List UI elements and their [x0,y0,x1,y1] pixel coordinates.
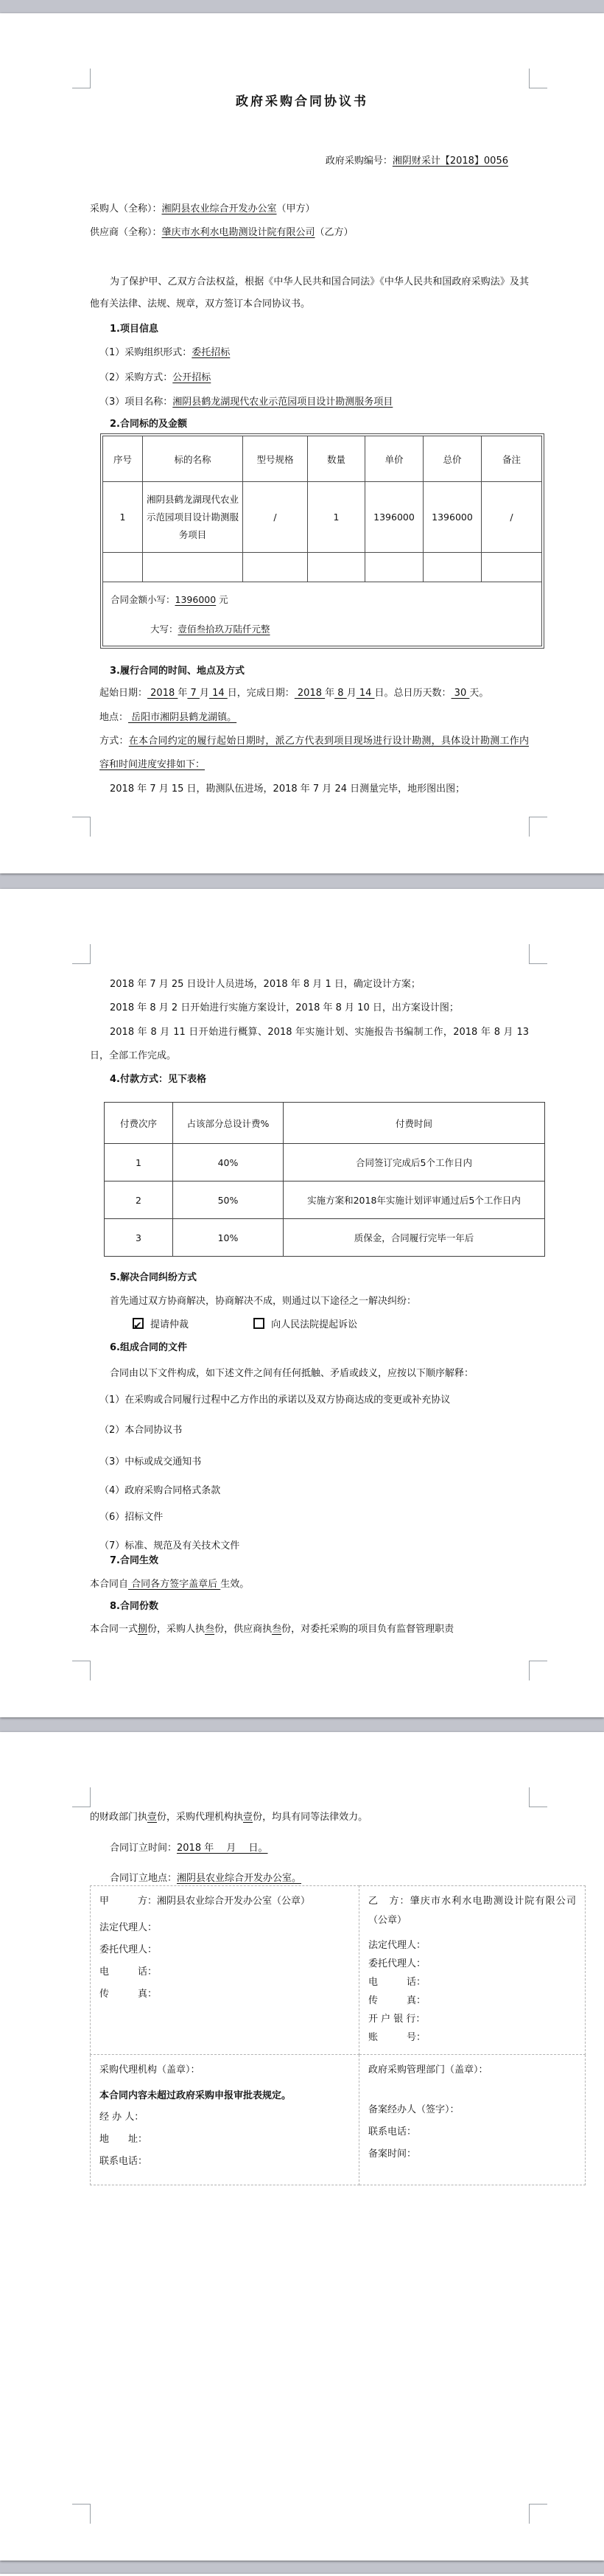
margin-mark-bottom-left [72,1661,91,1680]
text-run: 叁 [205,1624,215,1635]
text-run: 合同订立时间： [110,1843,178,1854]
sig-line: 备案时间： [368,2149,417,2160]
table-header-cell: 标的名称 [143,436,243,482]
payment-row [105,1219,545,1257]
text-run: 合同金额小写： [110,594,175,605]
sig-line: 电 话： [368,1977,426,1988]
text-run: 公开招标 [172,372,211,383]
margin-mark-bottom-left [72,2504,91,2524]
sig-line: 备案经办人（签字）： [368,2104,460,2115]
section-3-heading: 3.履行合同的时间、地点及方式 [110,666,245,677]
amount-words [150,622,541,635]
signature-table [90,1885,586,2185]
authority-title: 政府采购管理部门（盖章）： [368,2064,488,2076]
table-cell: 1396000 [365,482,424,553]
sig-line: 传 真： [99,1989,158,2000]
text-run: 政府采购编号： [325,156,393,167]
schedule-line: 2018 年 7 月 25 日设计人员进场，2018 年 8 月 1 日，确定设计方案； [110,979,421,990]
text-run: 壹佰叁拾玖万陆仟元整 [178,624,270,635]
table-cell [365,553,424,582]
text-run: 合同订立地点： [110,1873,178,1884]
section-5-heading: 5.解决合同纠纷方式 [110,1272,197,1283]
text-run: 的财政部门执 [90,1812,148,1823]
table-cell: 实施方案和2018年实施计划评审通过后5个工作日内 [284,1181,545,1219]
amount-cell [103,582,542,646]
authority-cell [359,2055,586,2185]
supplier-line [90,221,529,245]
text-run: 月 [346,688,357,699]
copies-continuation [90,1806,529,1829]
party-a-fields [99,1917,350,2006]
text-run: 在本合同约定的履行起始日期时，派乙方代表到项目现场进行设计勘测，具体设计勘测工作内容和时间进度安排如下： [99,736,529,770]
text-run: （2）采购方式： [99,372,173,383]
sig-line: 账 号： [368,2032,426,2043]
margin-mark-top-left [72,1787,91,1807]
table-cell: 10% [173,1219,284,1257]
text-run: 捌 [138,1624,148,1635]
table-cell: 2 [105,1181,173,1219]
goods-table-amount-row [103,582,542,646]
margin-mark-bottom-left [72,817,91,837]
procurement-number-line [0,150,508,173]
party-a-cell [91,1886,359,2055]
table-header-cell: 占该部分总设计费% [173,1103,284,1144]
signature-row-agencies [91,2055,586,2185]
text-run: 元 [216,594,228,605]
text-run: 本合同一式 [90,1624,138,1635]
table-cell [143,553,243,582]
text-run: 委托招标 [192,347,231,358]
document-item: （3）中标或成交通知书 [99,1456,202,1467]
section-1-item [90,366,529,390]
table-header-cell: 型号规格 [243,436,308,482]
text-run: 7 [187,688,200,699]
text-run: 湘阴财采计【2018】0056 [392,156,508,167]
margin-mark-top-right [529,1787,547,1807]
document-item: （2）本合同协议书 [99,1425,183,1436]
table-cell: 质保金，合同履行完毕一年后 [284,1219,545,1257]
performance-method [90,730,529,777]
text-run: （甲方） [276,203,315,214]
payment-row [105,1181,545,1219]
table-cell: 40% [173,1144,284,1181]
margin-mark-bottom-right [529,1661,547,1680]
text-run: 起始日期： [99,688,148,699]
text-run: 2018 年 月 日。 [177,1843,268,1854]
text-run: （乙方） [315,227,354,238]
sig-line: 开 户 银 行： [368,2014,426,2025]
sig-line: 经 办 人： [99,2112,144,2123]
agency-note: 本合同内容未超过政府采购申报审批表规定。 [99,2090,292,2101]
margin-mark-bottom-right [529,817,547,837]
document-item: （1）在采购或合同履行过程中乙方作出的承诺以及双方协商达成的变更或补充协议 [99,1395,451,1406]
goods-table [100,433,544,649]
text-run: 合同各方签字盖章后 [128,1579,221,1590]
schedule-line: 2018 年 8 月 2 日开始进行实施方案设计，2018 年 8 月 10 日，出方案设计图； [110,1002,459,1013]
page-3 [0,1732,604,2561]
table-cell: 50% [173,1181,284,1219]
table-header-cell: 单价 [365,436,424,482]
party-a-title: 甲 方：湘阴县农业综合开发办公室（公章） [99,1896,311,1907]
text-run: 壹 [243,1812,253,1823]
table-cell [243,553,308,582]
text-run: 采购人（全称）： [90,203,162,214]
margin-mark-bottom-right [529,2504,547,2524]
table-header-cell: 付费时间 [284,1103,545,1144]
text-run: 1396000 [175,594,217,605]
text-run: 日，完成日期： [227,688,295,699]
text-run: 壹 [147,1812,158,1823]
table-cell: 湘阴县鹤龙湖现代农业示范园项目设计勘测服务项目 [143,482,243,553]
text-run: 供应商（全称）： [90,227,162,238]
margin-mark-top-right [529,944,547,964]
page-2 [0,889,604,1717]
table-cell: 1 [105,1144,173,1181]
text-run: 湘阴县农业综合开发办公室。 [177,1873,302,1884]
text-run: 2018 [294,688,326,699]
payment-row [105,1144,545,1181]
section-2-heading: 2.合同标的及金额 [110,419,187,430]
schedule-line: 2018 年 8 月 11 日开始进行概算、2018 年实施计划、实施报告书编制工作，2018 年 8 月 13 日，全部工作完成。 [90,1027,529,1061]
section-7-heading: 7.合同生效 [110,1555,158,1566]
text-run: 份，采购人执 [147,1624,206,1635]
copies-text [90,1618,529,1641]
checkbox-unchecked-icon[interactable] [253,1318,264,1329]
section-8-heading: 8.合同份数 [110,1601,158,1612]
documents-text: 合同由以下文件构成，如下述文件之间有任何抵触、矛盾或歧义，应按以下顺序解释： [110,1368,474,1379]
text-run: 湘阴县鹤龙湖现代农业示范园项目设计勘测服务项目 [172,397,393,408]
agency-title: 采购代理机构（盖章）： [99,2064,200,2076]
table-cell: 1396000 [424,482,482,553]
buyer-line [90,198,529,221]
text-run: （1）采购组织形式： [99,347,192,358]
section-1-heading: 1.项目信息 [110,324,158,335]
table-header-cell: 序号 [103,436,143,482]
sig-line: 委托代理人： [368,1958,426,1969]
goods-table-row [103,482,542,553]
party-b-cell [359,1886,586,2055]
checkbox-checked-icon[interactable] [133,1318,144,1329]
signature-row-parties [91,1886,586,2055]
arbitration-option-label: 提请仲裁 [150,1319,189,1330]
table-header-cell: 备注 [482,436,542,482]
agency-cell [91,2055,359,2185]
text-run: 8 [334,688,347,699]
table-cell: / [243,482,308,553]
goods-table-header-row [103,436,542,482]
section-4-heading: 4.付款方式：见下表格 [110,1074,206,1085]
contract-title: 政府采购合同协议书 [236,94,368,109]
text-run: 地点： [99,712,129,723]
text-run: 肇庆市水利水电勘测设计院有限公司 [161,227,315,238]
goods-table-empty-row [103,553,542,582]
dispute-text: 首先通过双方协商解决，协商解决不成，则通过以下途径之一解决纠纷： [110,1296,417,1307]
party-b-title: 乙 方：肇庆市水利水电勘测设计院有限公司（公章） [368,1896,576,1926]
section-6-heading: 6.组成合同的文件 [110,1342,187,1353]
text-run: 大写： [150,624,178,635]
margin-mark-top-left [72,69,91,88]
text-run: 年 [325,688,335,699]
schedule-line: 2018 年 7 月 15 日，勘测队伍进场，2018 年 7 月 24 日测量完毕，地形图出图； [110,783,466,795]
agency-fields [99,2106,350,2173]
text-run: 本合同自 [90,1579,129,1590]
text-run: 生效。 [220,1579,250,1590]
text-run: 岳阳市湘阴县鹤龙湖镇。 [128,712,237,723]
text-run: 叁 [272,1624,282,1635]
payment-table [104,1102,545,1257]
table-cell: 合同签订完成后5个工作日内 [284,1144,545,1181]
table-cell: 3 [105,1219,173,1257]
text-run: 月 [199,688,209,699]
margin-mark-top-left [72,944,91,964]
table-cell [308,553,365,582]
table-cell: / [482,482,542,553]
performance-place [90,706,529,730]
party-b-fields [368,1936,576,2047]
table-cell: 1 [103,482,143,553]
table-cell [424,553,482,582]
effectiveness-text [90,1573,529,1596]
authority-fields [368,2099,576,2165]
table-header-cell: 总价 [424,436,482,482]
sig-line: 联系电话： [368,2126,417,2137]
text-run: 14 [356,688,375,699]
document-item: （6）招标文件 [99,1512,164,1523]
text-run: 份，均具有同等法律效力。 [253,1812,368,1823]
document-item: （7）标准、规范及有关技术文件 [99,1540,240,1551]
sig-line: 法定代理人： [368,1940,426,1951]
sig-line: 电 话： [99,1966,158,1978]
sig-line: 传 真： [368,1995,426,2006]
margin-mark-top-right [529,69,547,88]
text-run: 湘阴县农业综合开发办公室 [161,203,277,214]
performance-dates [90,682,529,705]
text-run: 份，供应商执 [214,1624,273,1635]
document-item: （4）政府采购合同格式条款 [99,1485,221,1496]
text-run: 30 [451,688,470,699]
table-header-cell: 数量 [308,436,365,482]
section-1-item [90,341,529,365]
text-run: 年 [178,688,188,699]
court-option-label: 向人民法院提起诉讼 [271,1319,358,1330]
text-run: 14 [208,688,228,699]
section-1-item [90,391,529,414]
table-header-cell: 付费次序 [105,1103,173,1144]
text-run: 方式： [99,736,129,747]
page-1 [0,13,604,873]
sig-line: 法定代理人： [99,1922,158,1933]
text-run: 份，采购代理机构执 [157,1812,244,1823]
text-run: （3）项目名称： [99,397,173,408]
table-cell [103,553,143,582]
dispute-options [90,1313,529,1337]
sign-time-line [90,1837,529,1860]
sig-line: 联系电话： [99,2156,148,2167]
sig-line: 地 址： [99,2134,148,2145]
amount-numeric [110,593,541,606]
intro-paragraph: 为了保护甲、乙双方合法权益，根据《中华人民共和国合同法》《中华人民共和国政府采购法》及其他有关法律、法规、规章，双方签订本合同协议书。 [90,276,529,310]
table-cell: 1 [308,482,365,553]
text-run: 2018 [147,688,178,699]
sig-line: 委托代理人： [99,1944,158,1955]
table-cell [482,553,542,582]
text-run: 份，对委托采购的项目负有监督管理职责 [281,1624,454,1635]
text-run: 日。总日历天数： [374,688,452,699]
text-run: 天。 [469,688,489,699]
payment-table-header-row [105,1103,545,1144]
